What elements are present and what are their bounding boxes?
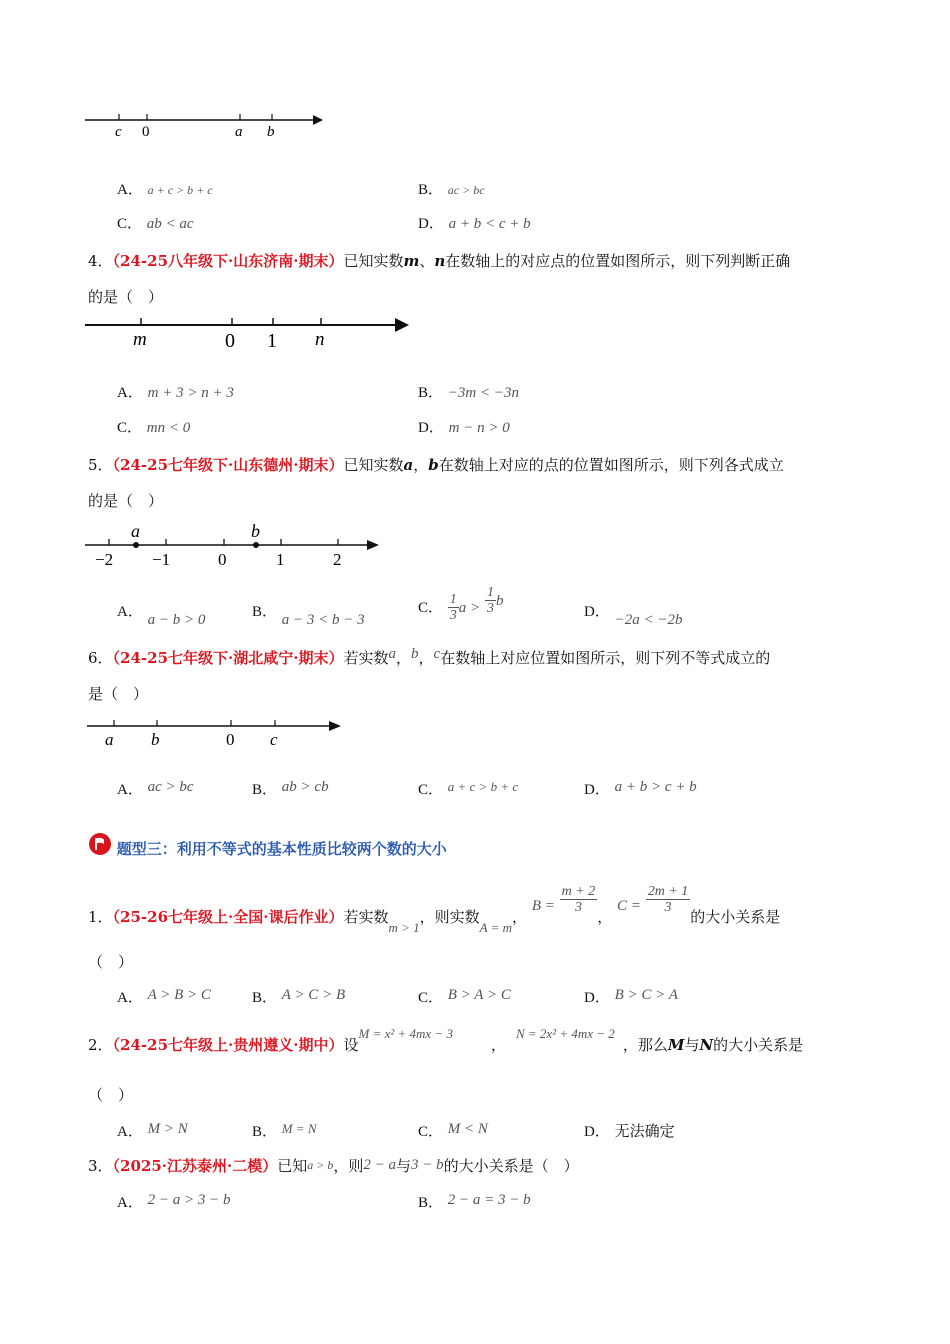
option-expr: b <box>495 592 504 609</box>
var: a <box>403 456 414 474</box>
option[interactable] <box>418 212 531 233</box>
var: N <box>699 1036 714 1054</box>
option-expr: ac > bc <box>147 779 194 795</box>
math-expr: M = x² + 4mx − 3 <box>358 1026 453 1041</box>
option-letter: D． <box>418 420 444 436</box>
option[interactable] <box>117 600 206 628</box>
nl-label: −1 <box>152 550 171 569</box>
option-expr: a + b < c + b <box>448 216 531 232</box>
option[interactable] <box>584 600 683 628</box>
nl-label: a <box>105 730 114 749</box>
option-expr: A > B > C <box>147 987 211 1003</box>
s3-question-2-line2: （ ） <box>88 1086 134 1104</box>
option-letter: A． <box>117 385 143 401</box>
number-line-q4 <box>85 312 415 354</box>
option[interactable] <box>252 986 345 1007</box>
option[interactable] <box>117 416 190 437</box>
option[interactable] <box>117 1191 231 1212</box>
number-line-q5 <box>85 520 385 570</box>
s3-question-1-line1 <box>88 884 781 935</box>
option-letter: D． <box>584 1124 610 1140</box>
option-letter: B． <box>252 782 278 798</box>
question-number: 4． <box>88 252 113 270</box>
option-expr: a + c > b + c <box>447 779 519 794</box>
var: n <box>434 252 446 270</box>
option-expr: M > N <box>147 1121 188 1137</box>
option-letter: B． <box>252 1124 278 1140</box>
s3-question-3-line1 <box>88 1155 579 1176</box>
question-source: （24-25七年级下·湖北咸宁·期末） <box>112 649 344 667</box>
question-4-line1 <box>88 250 790 271</box>
option-letter: B． <box>418 182 444 198</box>
nl-label: 0 <box>225 330 235 352</box>
option-letter: A． <box>117 1124 143 1140</box>
option-letter: C． <box>418 782 444 798</box>
option-letter: C． <box>418 599 444 616</box>
var: b <box>428 456 439 474</box>
question-text: 设 <box>343 1036 359 1054</box>
nl-point-label: b <box>251 521 260 541</box>
question-number: 1． <box>88 907 113 926</box>
sep: ， <box>490 1036 506 1054</box>
nl-label: n <box>315 329 325 350</box>
option-expr: a − 3 < b − 3 <box>281 612 365 628</box>
option-expr: a − b > 0 <box>147 612 206 628</box>
option[interactable] <box>418 986 511 1007</box>
question-6-line2: 是（ ） <box>88 685 149 703</box>
option-expr: −3m < −3n <box>447 385 519 401</box>
question-text: 与 <box>396 1157 412 1175</box>
option-letter: C． <box>117 420 143 436</box>
question-4-line2: 的是（ ） <box>88 288 164 306</box>
option-letter: A． <box>117 182 143 198</box>
var: a <box>388 646 396 662</box>
flag-icon <box>88 832 112 856</box>
option-letter: D． <box>584 782 610 798</box>
math-expr: 3 − b <box>411 1157 444 1173</box>
question-text: 已知 <box>277 1157 308 1175</box>
question-number: 5． <box>88 456 113 474</box>
question-text: 的大小关系是 <box>690 907 781 926</box>
nl-label: 1 <box>276 550 285 569</box>
option-expr: mn < 0 <box>146 420 191 436</box>
sep: 、 <box>419 252 435 270</box>
math-expr: a > b <box>307 1158 334 1172</box>
option-expr: ac > bc <box>447 183 485 197</box>
option[interactable] <box>117 178 213 199</box>
question-text: ，那么 <box>622 1036 668 1054</box>
question-5-line1 <box>88 454 784 475</box>
math-expr: C = <box>617 897 641 914</box>
section-header <box>88 836 447 860</box>
question-text: 与 <box>684 1036 700 1054</box>
fraction: $\frac{1}{3}$ <box>486 585 494 617</box>
var: b <box>411 646 419 662</box>
nl-label: b <box>151 730 160 749</box>
option-expr: B > A > C <box>447 987 511 1003</box>
var: c <box>433 646 441 662</box>
option-letter: B． <box>252 990 278 1006</box>
fraction: $\frac{m + 2}{3}$ <box>561 884 596 916</box>
option[interactable] <box>117 1120 188 1141</box>
option-expr: A > C > B <box>281 987 346 1003</box>
question-number: 6． <box>88 649 113 667</box>
option-expr: −2a < −2b <box>614 612 683 628</box>
question-text: 的大小关系是 <box>713 1036 804 1054</box>
s3-question-2-line1 <box>88 1022 804 1054</box>
nl-point <box>253 542 259 548</box>
question-source: （24-25八年级下·山东济南·期末） <box>112 252 344 270</box>
option-expr: m + 3 > n + 3 <box>147 385 234 401</box>
option[interactable] <box>584 778 697 799</box>
question-text: ，则 <box>333 1157 364 1175</box>
option-expr: M < N <box>447 1121 488 1137</box>
option-text: 无法确定 <box>614 1122 675 1140</box>
option-letter: A． <box>117 604 143 620</box>
option-letter: B． <box>252 604 278 620</box>
question-number: 3． <box>88 1157 113 1175</box>
option-expr: 2 − a > 3 − b <box>147 1192 231 1208</box>
option-expr: 2 − a = 3 − b <box>447 1192 531 1208</box>
option-letter: D． <box>584 604 610 620</box>
option[interactable] <box>584 1120 675 1141</box>
sep: ， <box>418 649 434 667</box>
nl-label: c <box>270 730 278 749</box>
option[interactable] <box>418 778 518 799</box>
option-expr: B > C > A <box>614 987 678 1003</box>
var: M <box>667 1036 685 1054</box>
question-text: ，则实数 <box>419 907 480 926</box>
nl-label: 1 <box>267 330 277 352</box>
fraction: $\frac{1}{3}$ <box>449 592 457 624</box>
option-expr: M = N <box>281 1121 317 1136</box>
option-expr: a + c > b + c <box>147 183 213 197</box>
option-expr: m − n > 0 <box>448 420 510 436</box>
math-expr: B = <box>531 897 555 914</box>
option-expr: ab < ac <box>146 216 194 232</box>
option[interactable] <box>584 986 678 1007</box>
nl-label: 0 <box>142 124 150 140</box>
sep: ， <box>512 907 528 926</box>
question-number: 2． <box>88 1036 113 1054</box>
option-letter: A． <box>117 1195 143 1211</box>
option-letter: A． <box>117 782 143 798</box>
option-letter: C． <box>418 990 444 1006</box>
var: m <box>403 252 420 270</box>
option[interactable] <box>418 1191 531 1212</box>
fraction: $\frac{2m + 1}{3}$ <box>647 884 689 916</box>
math-expr: N = 2x² + 4mx − 2 <box>515 1026 615 1041</box>
sep: ， <box>413 456 429 474</box>
question-text: 已知实数 <box>343 456 404 474</box>
question-text: 若实数 <box>343 649 389 667</box>
option[interactable] <box>418 381 519 402</box>
nl-label: m <box>133 329 147 350</box>
math-expr: m > 1 <box>388 919 420 935</box>
nl-label: 0 <box>226 730 235 749</box>
question-text: 在数轴上对应位置如图所示，则下列不等式成立的 <box>440 649 771 667</box>
sep: ， <box>597 907 613 926</box>
option[interactable] <box>418 1120 488 1141</box>
option[interactable] <box>252 600 365 628</box>
option-letter: C． <box>117 216 143 232</box>
question-source: （24-25七年级下·山东德州·期末） <box>112 456 344 474</box>
question-source: （25-26七年级上·全国·课后作业） <box>112 907 344 926</box>
option-expr: a + b > c + b <box>614 779 697 795</box>
nl-point <box>133 542 139 548</box>
option[interactable] <box>252 778 329 799</box>
math-expr: 2 − a <box>363 1157 397 1173</box>
question-text: 在数轴上的对应点的位置如图所示，则下列判断正确 <box>445 252 791 270</box>
option-letter: D． <box>418 216 444 232</box>
option-letter: B． <box>418 385 444 401</box>
question-source: （24-25七年级上·贵州遵义·期中） <box>112 1036 344 1054</box>
option-letter: D． <box>584 990 610 1006</box>
nl-label: c <box>115 124 122 140</box>
nl-label: 0 <box>218 550 227 569</box>
question-text: 的大小关系是（ ） <box>443 1157 579 1175</box>
question-5-line2: 的是（ ） <box>88 492 164 510</box>
option-expr: a > <box>458 599 481 616</box>
question-text: 若实数 <box>343 907 389 926</box>
option[interactable] <box>117 778 194 799</box>
option[interactable] <box>418 585 504 624</box>
question-source: （2025·江苏泰州·二模） <box>112 1157 278 1175</box>
option[interactable] <box>117 986 211 1007</box>
option[interactable] <box>418 178 485 199</box>
option-expr: ab > cb <box>281 779 329 795</box>
option-letter: A． <box>117 990 143 1006</box>
question-text: 已知实数 <box>343 252 404 270</box>
nl-label: a <box>235 124 243 140</box>
option[interactable] <box>418 416 510 437</box>
question-text: 在数轴上对应的点的位置如图所示，则下列各式成立 <box>438 456 784 474</box>
number-line-top <box>85 108 330 143</box>
number-line-q6 <box>85 714 345 752</box>
nl-label: −2 <box>95 550 114 569</box>
math-expr: A = m <box>479 919 513 935</box>
option[interactable] <box>117 381 234 402</box>
option-letter: B． <box>418 1195 444 1211</box>
nl-label: b <box>267 124 275 140</box>
s3-question-1-line2: （ ） <box>88 953 134 971</box>
sep: ， <box>395 649 411 667</box>
nl-point-label: a <box>131 521 140 541</box>
nl-label: 2 <box>333 550 342 569</box>
question-6-line1 <box>88 647 770 668</box>
section-title: 题型三：利用不等式的基本性质比较两个数的大小 <box>116 840 447 858</box>
option-letter: C． <box>418 1124 444 1140</box>
option[interactable] <box>117 212 194 233</box>
option[interactable] <box>252 1120 317 1141</box>
